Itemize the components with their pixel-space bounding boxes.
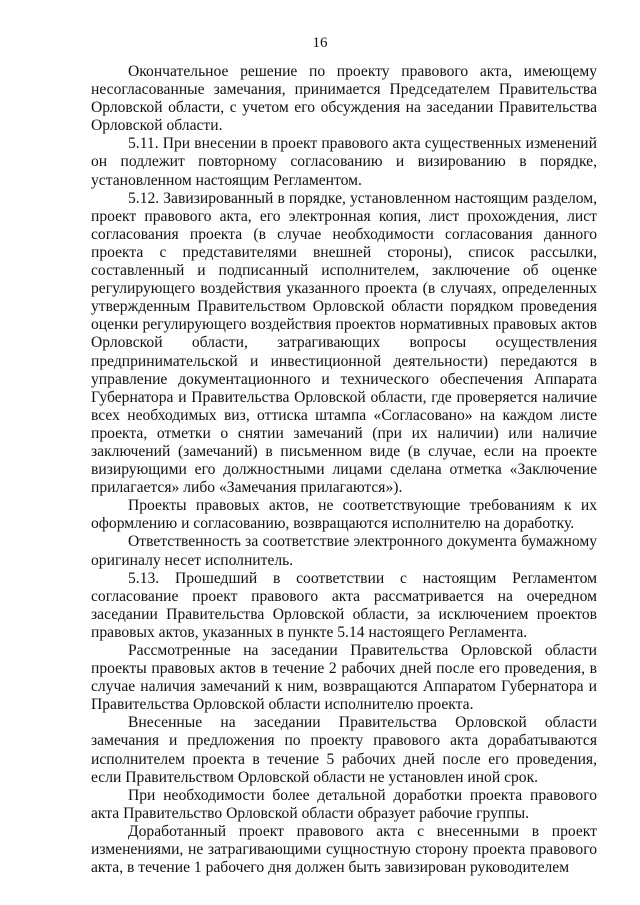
paragraph-reviewed-projects: Рассмотренные на заседании Правительства Орловской области проекты правовых актов в течение 2 рабочих дней после его проведения, в случае наличия замечаний к ним, возвращаются Аппаратом Губернатора и Правительства Орловской области исполнителю проекта. bbox=[91, 642, 597, 714]
paragraph-responsibility: Ответственность за соответствие электронного документа бумажному оригиналу несет исполнитель. bbox=[91, 533, 597, 569]
paragraph-working-groups: При необходимости более детальной доработки проекта правового акта Правительство Орловской области образует рабочие группы. bbox=[91, 786, 597, 822]
document-body bbox=[91, 63, 597, 877]
paragraph-5-12: 5.12. Завизированный в порядке, установленном настоящим разделом, проект правового акта, его электронная копия, лист прохождения, лист согласования проекта (в случае необходимости согласования данного проекта с представителями внешней стороны), список рассылки, составленный и подписанный исполнителем, заключение об оценке регулирующего воздействия указанного проекта (в случаях, определенных утвержденным Правительством Орловской области порядком проведения оценки регулирующего воздействия проектов нормативных правовых актов Орловской области, затрагивающих вопросы осуществления предпринимательской и инвестиционной деятельности) передаются в управление документационного и технического обеспечения Аппарата Губернатора и Правительства Орловской области, где проверяется наличие всех необходимых виз, оттиска штампа «Согласовано» на каждом листе проекта, отметки о снятии замечаний (при их наличии) или наличие заключений (замечаний) в письменном виде (в случае, если на проекте визирующими его должностными лицами сделана отметка «Заключение прилагается» либо «Замечания прилагаются»). bbox=[91, 189, 597, 497]
paragraph-5-11: 5.11. При внесении в проект правового акта существенных изменений он подлежит повторному согласованию и визированию в порядке, установленном настоящим Регламентом. bbox=[91, 135, 597, 189]
paragraph-5-13: 5.13. Прошедший в соответствии с настоящим Регламентом согласование проект правового акта рассматривается на очередном заседании Правительства Орловской области, за исключением проектов правовых актов, указанных в пункте 5.14 настоящего Регламента. bbox=[91, 569, 597, 641]
paragraph-revised-project: Доработанный проект правового акта с внесенными в проект изменениями, не затрагивающими сущностную сторону проекта правового акта, в течение 1 рабочего дня должен быть завизирован руководителем bbox=[91, 822, 597, 877]
page-number: 16 bbox=[312, 35, 328, 51]
paragraph-final-decision: Окончательное решение по проекту правового акта, имеющему несогласованные замечания, принимается Председателем Правительства Орловской области, с учетом его обсуждения на заседании Правительства Орловской области. bbox=[91, 63, 597, 135]
paragraph-returned-projects: Проекты правовых актов, не соответствующие требованиям к их оформлению и согласованию, возвращаются исполнителю на доработку. bbox=[91, 497, 597, 533]
paragraph-remarks-revision: Внесенные на заседании Правительства Орловской области замечания и предложения по проекту правового акта дорабатываются исполнителем проекта в течение 5 рабочих дней после его проведения, если Правительством Орловской области не установлен иной срок. bbox=[91, 714, 597, 786]
